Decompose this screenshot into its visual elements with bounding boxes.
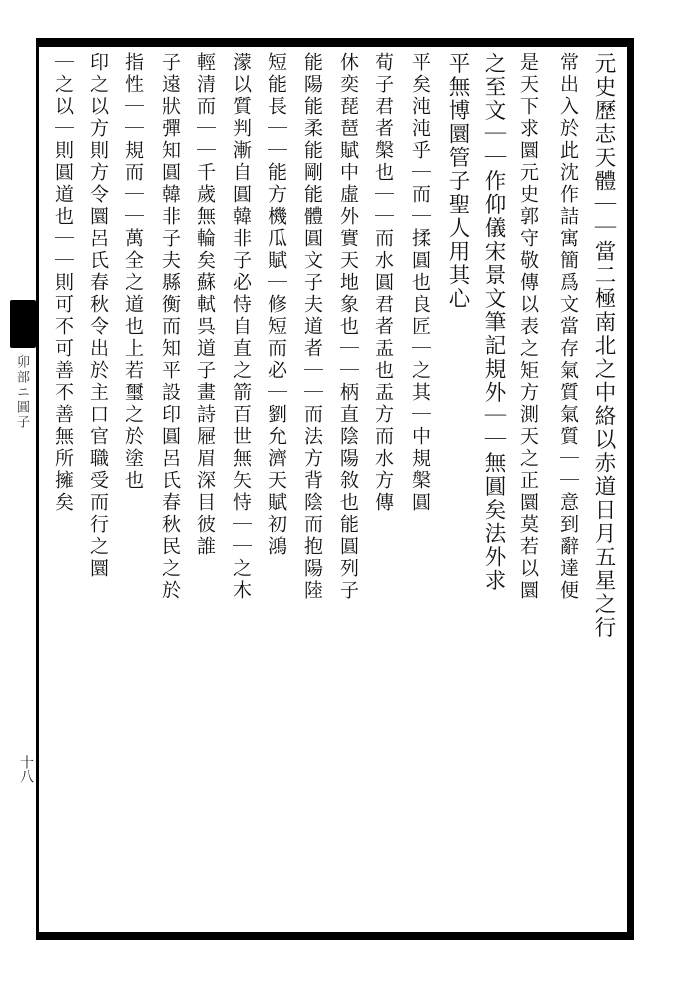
left-border [36,38,39,940]
column-text: 印之以方則方令圜呂氏春秋令出於主口官職受而行之圜 [87,52,109,580]
column-text: 子遠狀彈知圓韓非子夫縣衡而知平設印圓呂氏春秋民之於 [159,52,181,602]
top-border [36,38,634,47]
page-number: 十八 [18,755,34,783]
column-text: 休奕琵琶賦中虛外實天地象也｜｜柄直陰陽敘也能圓列子 [337,52,359,602]
text-column-6 [405,52,435,932]
column-text: 短能長｜｜能方機瓜賦｜修短而必｜劉允濟天賦初鴻 [265,52,287,558]
text-column-11 [226,52,256,932]
text-column-2 [553,52,583,932]
column-text: ｜之以｜則圓道也｜｜則可不可善不善無所擁矣 [52,52,74,514]
column-text: 之至文｜｜作仰儀宋景文筆記規外｜｜無圓矣法外求 [481,52,506,593]
text-column-15 [83,52,113,932]
column-text: 指性｜｜規而｜｜萬全之道也上若璽之於塗也 [122,52,144,492]
column-text: 能陽能柔能剛能體圓文子夫道者｜｜而法方背陰而抱陽陸 [301,52,323,602]
column-text: 平無博圜管子聖人用其心 [445,52,470,311]
column-text: 常出入於此沈作詰寓簡爲文當存氣質氣質｜｜意到辭達便 [557,52,579,602]
text-column-5 [442,52,472,932]
column-text: 輕清而｜｜千歲無輪矣蘇軾呉道子畫詩屜眉深目彼誰 [194,52,216,558]
text-column-7 [368,52,398,932]
bottom-border [36,932,634,940]
text-column-14 [118,52,148,932]
text-column-13 [155,52,185,932]
column-text: 濛以質判漸自圓韓非子必恃自直之箭百世無矢恃｜｜之木 [230,52,252,602]
margin-note: 卯部ニ圓子 [14,355,29,430]
text-column-9 [297,52,327,932]
right-border [627,38,634,940]
fish-tail-mark [10,300,36,348]
text-column-8 [333,52,363,932]
text-column-12 [190,52,220,932]
column-text: 平矣沌沌乎｜而｜揉圓也良匠｜之其｜中規槃圓 [409,52,431,514]
text-column-16 [48,52,78,932]
column-text: 荀子君者槃也｜｜而水圓君者盂也盂方而水方傳 [372,52,394,514]
text-column-1 [588,52,618,932]
text-column-4 [478,52,508,932]
text-column-3 [513,52,543,932]
text-column-10 [261,52,291,932]
column-text: 元史歷志天體｜｜當二極南北之中絡以赤道日月五星之行 [591,52,616,640]
column-text: 是天下求圜元史郭守敬傳以表之矩方測天之正圜莫若以圜 [517,52,539,602]
